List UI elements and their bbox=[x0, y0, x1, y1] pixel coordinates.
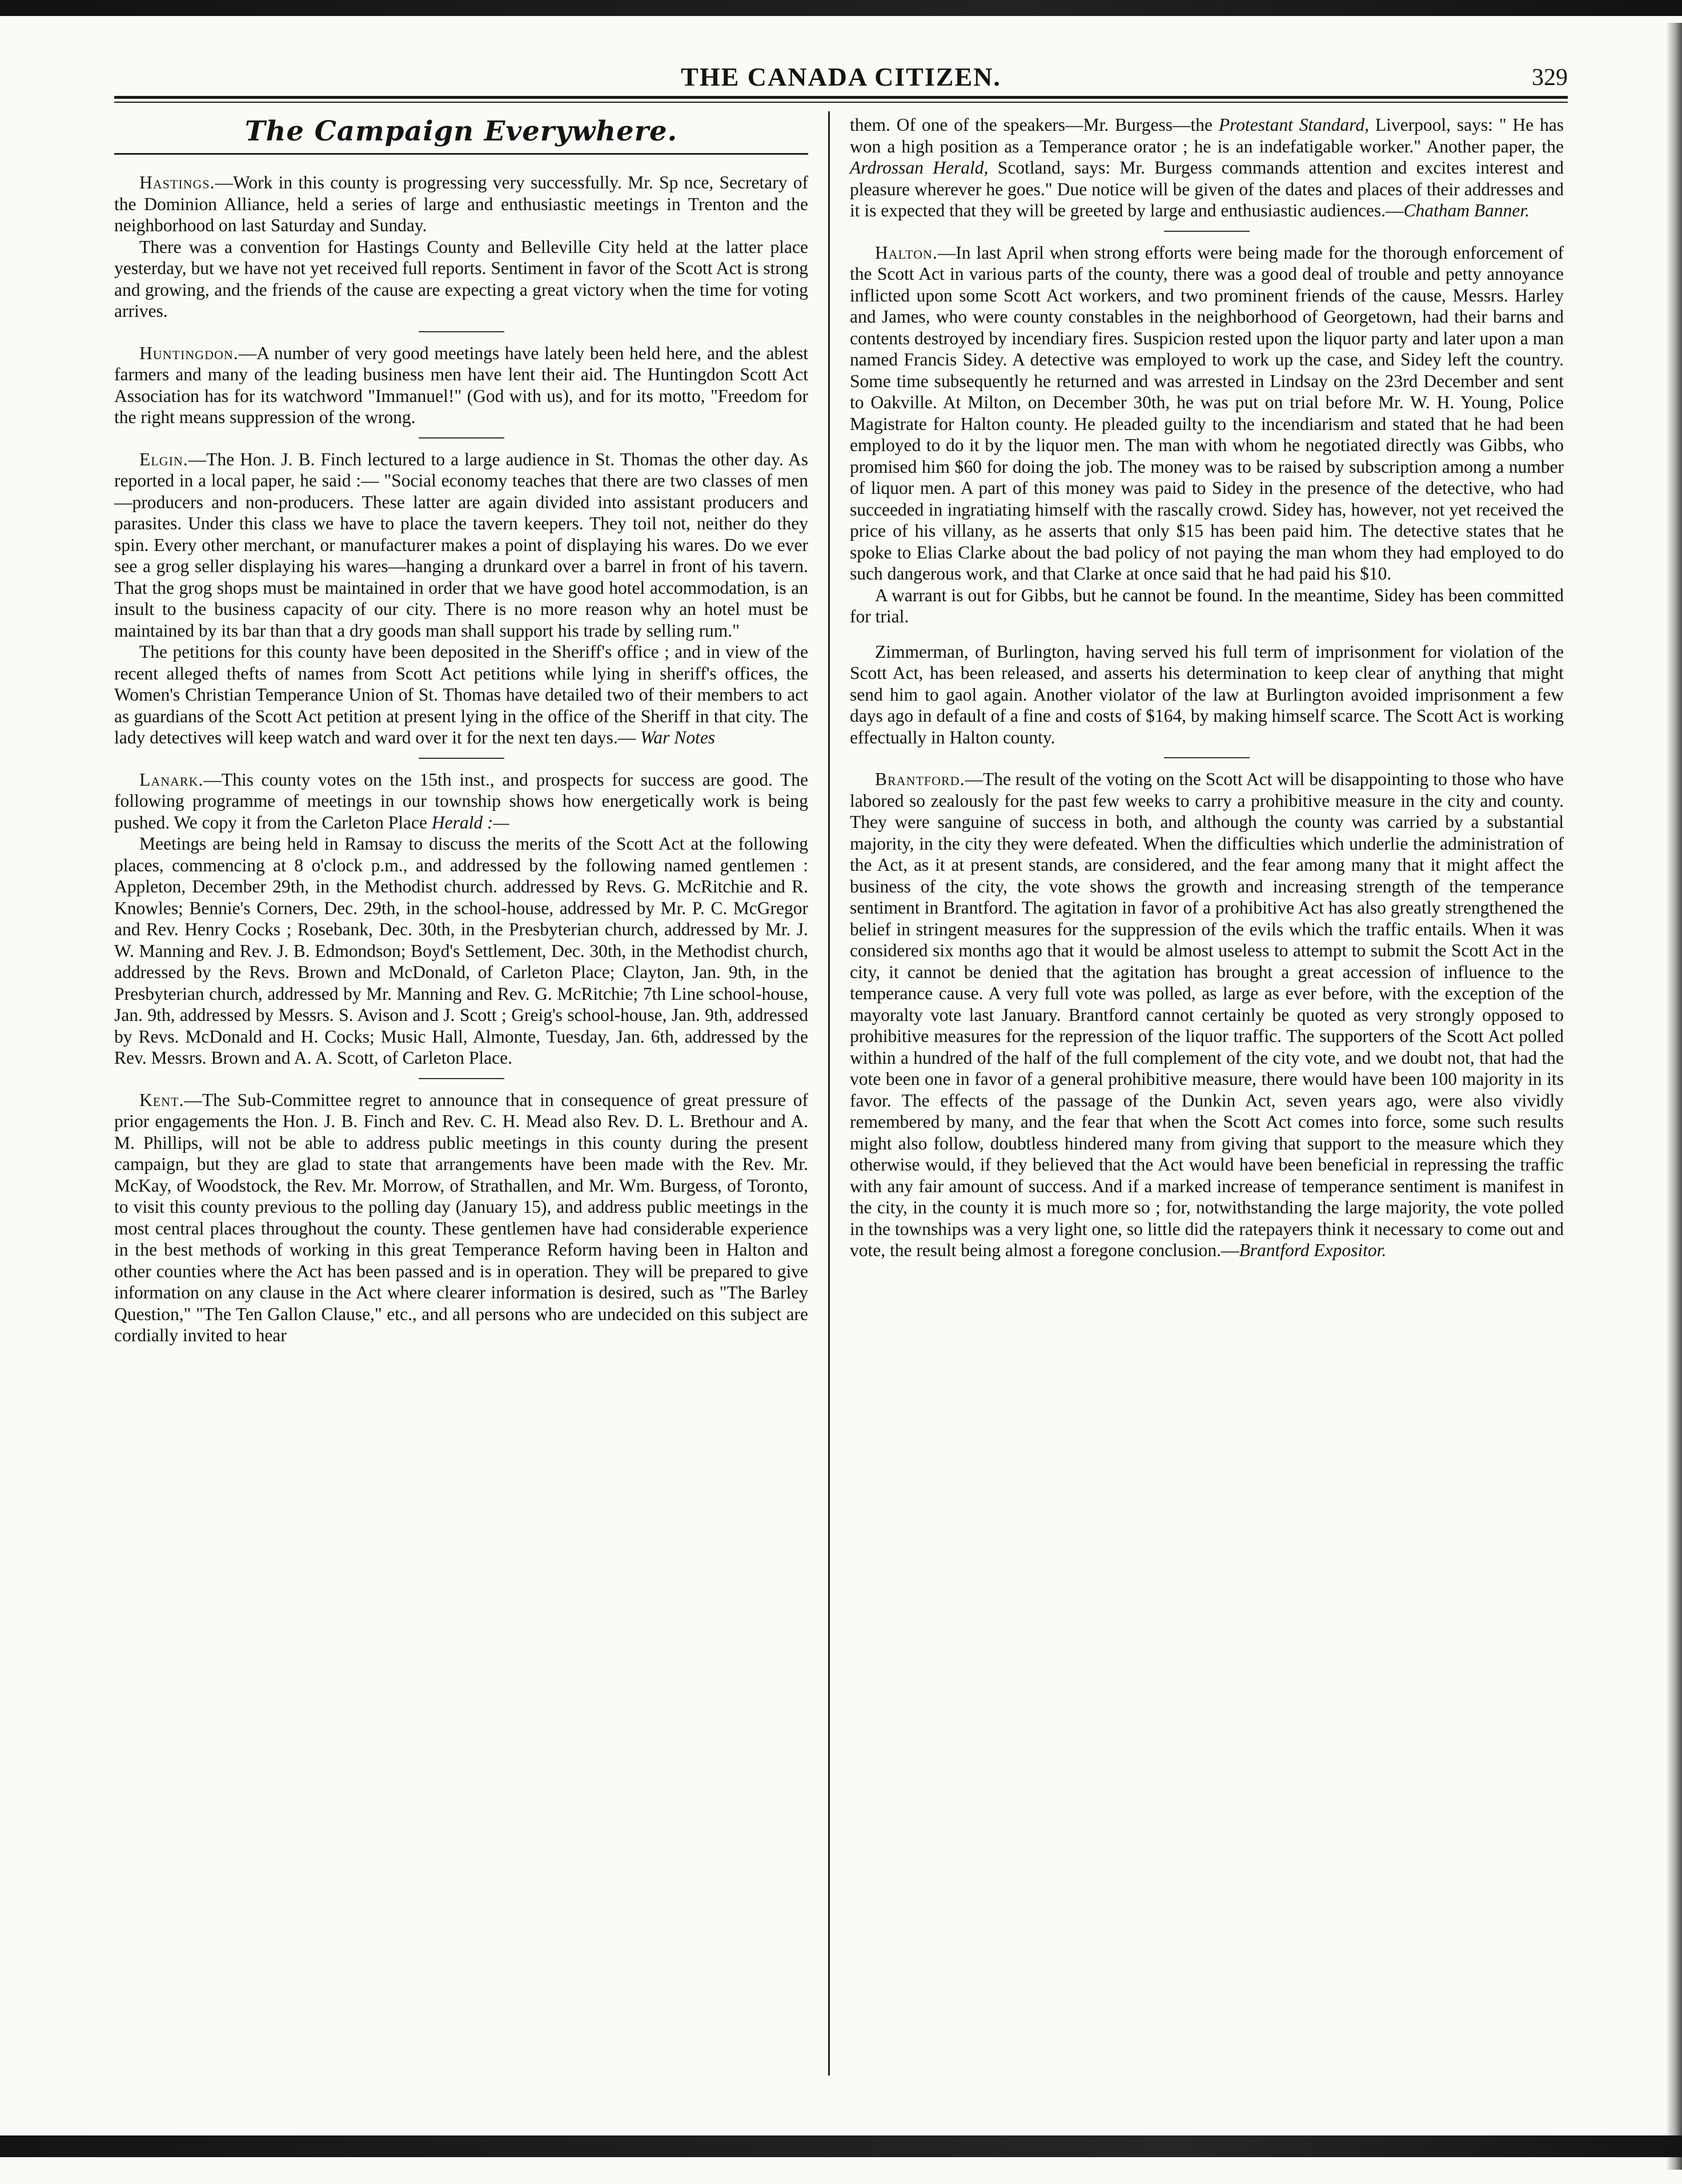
article-separator bbox=[419, 758, 504, 759]
paragraph: Halton.—In last April when strong efforts were being made for the thorough enforcement of the Scott Act in various parts of the county, there was a good deal of trouble and petty annoyance inflicted upon some Scott Act workers, and two prominent friends of the cause, Messrs. Harley and James, who were county constables in the neighborhood of Georgetown, had their barns and contents destroyed by incendiary fires. Suspicion rested upon the liquor party and later upon a man named Francis Sidey. A detective was employed to work up the case, and Sidey left the country. Some time subsequently he returned and was arrested in Lindsay on the 23rd December and sent to Oakville. At Milton, on December 30th, he was put on trial before Mr. W. H. Young, Police Magistrate for Halton county. He pleaded guilty to the incendiarism and stated that he had been employed to do it by the liquor men. The man with whom he negotiated directly was Gibbs, who promised him $60 for doing the job. The money was to be raised by subscription among a number of liquor men. A part of this money was paid to Sidey in the presence of the detective, who had succeeded in ingratiating himself with the rascally crowd. Sidey has, however, not yet received the price of his villany, as he asserts that only $15 has been paid him. The detective states that he spoke to Elias Clarke about the bad policy of not paying the man whom they had employed to do such dangerous work, and that Clarke at once said that he had paid his $10. bbox=[850, 242, 1564, 584]
paragraph: Zimmerman, of Burlington, having served his full term of imprisonment for violation of the Scott Act, has been released, and asserts his determination to keep clear of anything that might send him to gaol again. Another violator of the law at Burlington avoided imprisonment a few days ago in default of a fine and costs of $164, by making himself scarce. The Scott Act is working effectually in Halton county. bbox=[850, 641, 1564, 747]
article-huntingdon bbox=[114, 343, 808, 428]
paragraph: Kent.—The Sub-Committee regret to announce that in consequence of great pressure of prior engagements the Hon. J. B. Finch and Rev. C. H. Mead also Rev. D. L. Brethour and A. M. Phillips, will not be able to address public meetings in this county during the present campaign, but they are glad to state that arrangements have been made with the Rev. Mr. McKay, of Woodstock, the Rev. Mr. Morrow, of Strathallen, and Mr. Wm. Burgess, of Toronto, to visit this county previous to the polling day (January 15), and address public meetings in the most central places throughout the county. These gentlemen have had considerable experience in the best methods of working in this great Temperance Reform having been in Halton and other counties where the Act has been passed and is in operation. They will be prepared to give information on any clause in the Act where clearer information is desired, such as "The Barley Question," "The Ten Gallon Clause," etc., and all persons who are undecided on this subject are cordially invited to hear bbox=[114, 1089, 808, 1345]
article-kent bbox=[114, 1089, 808, 1346]
paragraph: Elgin.—The Hon. J. B. Finch lectured to a large audience in St. Thomas the other day. As reported in a local paper, he said :— "Social economy teaches that there are two classes of men—producers and non-producers. These latter are again divided into assistant producers and parasites. Under this class we have to place the tavern keepers. They toil not, neither do they spin. Every other merchant, or manufacturer makes a point of displaying his wares. Do we ever see a grog seller displaying his wares—hanging a drunkard over a barrel in front of his tavern. That the grog shops must be maintained in order that we have good hotel accommodation, is an insult to the business capacity of our city. There is no more reason why an hotel must be maintained by its bar than that a dry goods man shall support his trade by selling rum." bbox=[114, 449, 808, 641]
newspaper-name: Protestant Standard, bbox=[1218, 115, 1370, 135]
place-name: Halton. bbox=[875, 242, 938, 263]
top-scan-border bbox=[0, 0, 1682, 16]
running-head bbox=[114, 62, 1568, 96]
article-separator bbox=[419, 331, 504, 332]
header-rule-thin bbox=[114, 102, 1568, 103]
paragraph: A warrant is out for Gibbs, but he cannot be found. In the meantime, Sidey has been committed for trial. bbox=[850, 585, 1564, 626]
bottom-scan-border bbox=[0, 2135, 1682, 2157]
heading-rule bbox=[114, 153, 808, 155]
newspaper-name: Herald :— bbox=[431, 812, 509, 832]
paragraph: Lanark.—This county votes on the 15th inst., and prospects for success are good. The following programme of meetings in our township shows how energetically work is being pushed. We copy it from the Carleton Place Herald :— bbox=[114, 769, 808, 832]
paragraph: Huntingdon.—A number of very good meetings have lately been held here, and the ablest farmers and many of the leading business men have lent their aid. The Huntingdon Scott Act Association has for its watchword "Immanuel!" (God with us), and for its motto, "Freedom for the right means suppression of the wrong. bbox=[114, 343, 808, 427]
paragraph-gap bbox=[850, 628, 1564, 641]
place-name: Brantford. bbox=[875, 769, 965, 789]
header-rule-thick bbox=[114, 96, 1568, 99]
page-number: 329 bbox=[1532, 65, 1568, 91]
newspaper-name: Ardrossan Herald, bbox=[850, 158, 989, 178]
source-citation: Brantford Expositor. bbox=[1239, 1240, 1387, 1260]
column-divider bbox=[828, 111, 830, 2076]
article-halton bbox=[850, 242, 1564, 749]
right-column bbox=[850, 114, 1564, 1261]
article-brantford bbox=[850, 769, 1564, 1261]
article-elgin bbox=[114, 449, 808, 749]
place-name: Lanark. bbox=[139, 769, 204, 790]
paragraph: The petitions for this county have been deposited in the Sheriff's office ; and in view of the recent alleged thefts of names from Scott Act petitions while lying in sheriff's offices, the Women's Christian Temperance Union of St. Thomas have detailed two of their members to act as guardians of the Scott Act petition at present lying in the office of the Sheriff in that city. The lady detectives will keep watch and ward over it for the next ten days.— War Notes bbox=[114, 642, 808, 747]
paragraph: There was a convention for Hastings County and Belleville City held at the latter place yesterday, but we have not yet received full reports. Sentiment in favor of the Scott Act is strong and growing, and the friends of the cause are expecting a great victory when the time for voting arrives. bbox=[114, 236, 808, 321]
paragraph: Brantford.—The result of the voting on the Scott Act will be disappointing to those who have labored so zealously for the past few weeks to carry a prohibitive measure in the city and county. They were sanguine of success in both, and although the county was carried by a substantial majority, in the city they were defeated. When the difficulties which underlie the administration of the Act, as it at present stands, are considered, and the fear among many that it might affect the business of the city, the vote shows the growth and increasing strength of the temperance sentiment in Brantford. The agitation in favor of a prohibitive Act has also greatly strengthened the belief in stringent measures for the suppression of the evils which the traffic entails. When it was considered six months ago that it would be almost useless to attempt to submit the Scott Act in the city, it cannot be denied that the agitation has brought a great accession of influence to the temperance cause. A very full vote was polled, as large as ever before, with the exception of the mayoralty vote last January. Brantford cannot certainly be quoted as very strongly opposed to prohibitive measures for the repression of the liquor traffic. The supporters of the Scott Act polled within a hundred of the half of the full complement of the city vote, and we doubt not, that had the vote been one in favor of a general prohibitive measure, there would have been 100 majority in its favor. The effects of the passage of the Dunkin Act, seven years ago, were also vividly remembered by many, and the fear that when the Scott Act comes into force, some such results might also follow, doubtless hindered many from giving that support to the measure which they otherwise would, if they believed that the Act would have been beneficial in repressing the traffic with any fair amount of success. And if a marked increase of temperance sentiment is manifest in the city, in the county it is much more so ; for, notwithstanding the large majority, the vote polled in the townships was a very light one, so little did the ratepayers think it necessary to come out and vote, the result being almost a foregone conclusion.—Brantford Expositor. bbox=[850, 769, 1564, 1260]
paragraph: Hastings.—Work in this county is progressing very successfully. Mr. Sp nce, Secretary of the Dominion Alliance, held a series of large and enthusiastic meetings in Trenton and the neighborhood on last Saturday and Sunday. bbox=[114, 172, 808, 235]
article-separator bbox=[419, 437, 504, 439]
publication-title: THE CANADA CITIZEN. bbox=[681, 62, 1001, 91]
place-name: Kent. bbox=[139, 1089, 184, 1110]
source-citation: Chatham Banner. bbox=[1403, 200, 1530, 220]
article-separator bbox=[1164, 231, 1250, 232]
article-separator bbox=[419, 1078, 504, 1079]
place-name: Elgin. bbox=[139, 449, 188, 469]
paragraph: them. Of one of the speakers—Mr. Burgess—the Protestant Standard, Liverpool, says: " He has won a high position as a Temperance orator ; he is an indefatigable worker." Another paper, the Ardrossan Herald, Scotland, says: Mr. Burgess commands attention and excites interest and pleasure wherever he goes." Due notice will be given of the dates and places of their addresses and it is expected that they will be greeted by large and enthusiastic audiences.—Chatham Banner. bbox=[850, 115, 1564, 220]
place-name: Hastings. bbox=[139, 172, 215, 192]
left-column bbox=[114, 114, 808, 1346]
article-separator bbox=[1164, 757, 1250, 758]
place-name: Huntingdon. bbox=[139, 343, 239, 363]
article-lanark bbox=[114, 769, 808, 1069]
paragraph: Meetings are being held in Ramsay to discuss the merits of the Scott Act at the following places, commencing at 8 o'clock p.m., and addressed by the following named gentlemen : Appleton, December 29th, in the Methodist church. addressed by Revs. G. McRitchie and R. Knowles; Bennie's Corners, Dec. 29th, in the school-house, addressed by Mr. P. C. McGregor and Rev. Henry Cocks ; Rosebank, Dec. 30th, in the Presbyterian church, addressed by Mr. J. W. Manning and Rev. J. B. Edmondson; Boyd's Settlement, Dec. 30th, in the Methodist church, addressed by the Revs. Brown and McDonald, of Carleton Place; Clayton, Jan. 9th, in the Presbyterian church, addressed by Mr. Manning and Rev. G. McRitchie; 7th Line school-house, Jan. 9th, addressed by Messrs. S. Avison and J. Scott ; Greig's school-house, Jan. 9th, addressed by Revs. McDonald and H. Cocks; Music Hall, Almonte, Tuesday, Jan. 6th, addressed by the Rev. Messrs. Brown and A. A. Scott, of Carleton Place. bbox=[114, 834, 808, 1068]
article-hastings bbox=[114, 172, 808, 322]
article-kent-continued bbox=[850, 114, 1564, 222]
section-heading: The Campaign Everywhere. bbox=[244, 115, 678, 147]
source-citation: War Notes bbox=[640, 727, 716, 747]
right-scan-border bbox=[1666, 23, 1682, 2170]
